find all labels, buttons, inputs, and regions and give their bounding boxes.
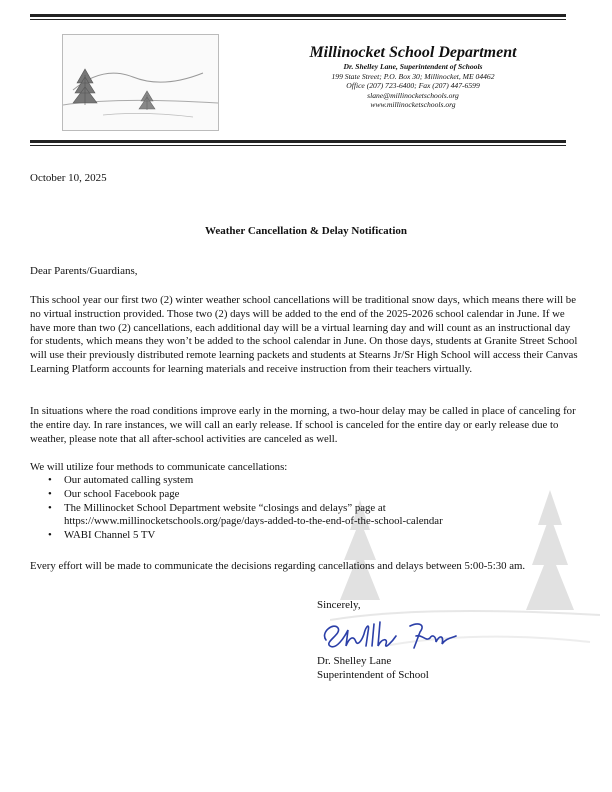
methods-list bbox=[44, 474, 564, 543]
list-item: • Our automated calling system bbox=[44, 474, 564, 488]
landscape-sketch bbox=[63, 35, 218, 130]
letterhead bbox=[268, 44, 558, 110]
address-line: 199 State Street; P.O. Box 30; Millinocket, ME 04462 bbox=[331, 71, 495, 81]
header-rule-thick bbox=[30, 14, 566, 17]
phone-fax-line: Office (207) 723-6400; Fax (207) 447-6599 bbox=[346, 81, 480, 90]
list-item: • The Millinocket School Department website “closings and delays” page at https://www.millinocketschools.org/page/days-added-to-the-end-of-the-school-calendar bbox=[44, 502, 564, 530]
letter-subject: Weather Cancellation & Delay Notification bbox=[204, 225, 408, 237]
logo-landscape-image bbox=[62, 34, 219, 131]
paragraph-snow-days: This school year our first two (2) winter weather school cancellations will be traditional snow days, which means there will be no virtual instruction provided. Those two (2) days will be added to the end of the 2025-2026 school calendar in June. If we have more than two (2) cancellations, each additional day will be a virtual learning day and will count as an instructional day for students, which means they won’t be added to the school calendar in June. On those days, students at Granite Street School will use their previously distributed remote learning packets and students at Stearns Jr/Sr High School will access their Canvas Learning Platform accounts for learning materials and receive instruction from their teachers virtually. bbox=[30, 294, 578, 375]
handwritten-signature bbox=[318, 612, 468, 652]
signer-title: Superintendent of School bbox=[317, 669, 429, 681]
signer-name: Dr. Shelley Lane bbox=[317, 655, 392, 667]
website-line: www.millinocketschools.org bbox=[370, 100, 456, 109]
list-item: • Our school Facebook page bbox=[44, 488, 564, 502]
header-rule-thin bbox=[30, 19, 566, 20]
superintendent-line: Dr. Shelley Lane, Superintendent of Schools bbox=[343, 62, 483, 71]
email-line: slane@millinocketschools.org bbox=[367, 90, 459, 100]
signer-block bbox=[317, 654, 429, 682]
methods-intro: We will utilize four methods to communicate cancellations: bbox=[30, 461, 288, 473]
org-name: Millinocket School Department bbox=[309, 44, 517, 61]
header-bottom-rule-thick bbox=[30, 140, 566, 143]
letter-date: October 10, 2025 bbox=[30, 172, 107, 184]
paragraph-delays: In situations where the road conditions improve early in the morning, a two-hour delay may be called in place of canceling for the entire day. In rare instances, we will call an early release. If school is canceled for the entire day or early release due to weather, please note that all after-school activities are canceled as well. bbox=[30, 405, 576, 445]
closing: Sincerely, bbox=[317, 599, 361, 611]
paragraph-timing: Every effort will be made to communicate the decisions regarding cancellations and delays between 5:00-5:30 am. bbox=[30, 560, 526, 572]
header-bottom-rule-thin bbox=[30, 145, 566, 146]
list-item: • WABI Channel 5 TV bbox=[44, 529, 564, 543]
salutation: Dear Parents/Guardians, bbox=[30, 265, 138, 277]
